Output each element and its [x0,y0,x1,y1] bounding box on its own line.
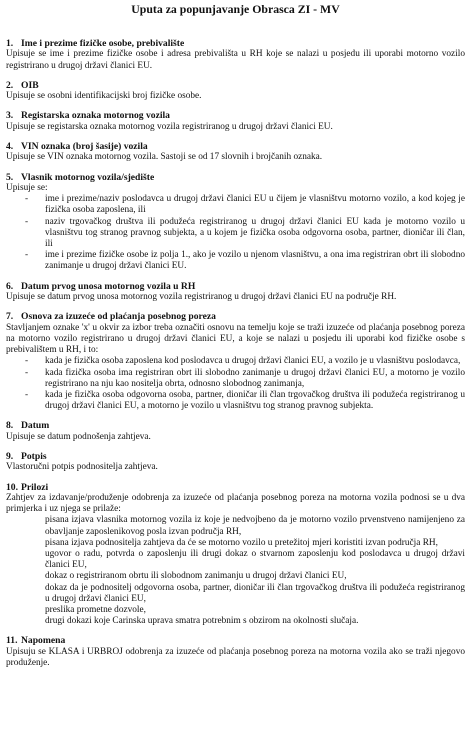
section-number: 10. [6,481,18,493]
section-heading-text: Datum [21,420,50,432]
dash-list-item [25,217,465,251]
section-number: 5. [6,171,14,183]
section-number: 8. [6,420,14,432]
dash-marker: - [25,250,29,261]
section-text: Zahtjev za izdavanje/produženje odobrenja za izuzeće od plaćanja posebnog poreza na motorna vozila podnosi se u dva primjerka i uz njega se prilaže: [6,492,465,515]
section-text: Upisuje se osobni identifikacijski broj fizičke osobe. [6,91,202,102]
attachments-list-item: preslika prometne dozvole, [45,604,146,615]
section-heading-text: Ime i prezime fizičke osobe, prebivalište [21,38,185,49]
section-heading [6,281,465,292]
section-text: Vlastoručni potpis podnositelja zahtjeva. [6,462,158,473]
section-heading-text: Osnova za izuzeće od plaćanja posebnog poreza [21,311,216,323]
section-number: 1. [6,38,14,49]
dash-list [6,194,465,272]
section-text: Upisuje se registarska oznaka motornog vozila registriranog u drugoj državi članici EU. [6,121,333,132]
dash-list-item [25,250,465,272]
dash-list-item [25,356,465,367]
section-text: Upisuje se ime i prezime fizičke osobe i adresa prebivališta u RH koje se nalazi u posjedu ili uporabi motorno vozilo registrirano u drugoj državi članici EU. [6,49,465,71]
section-heading [6,172,465,183]
section-5 [6,172,465,273]
section-heading-text: Registarska oznaka motornog vozila [21,110,170,122]
dash-list-item [25,194,465,216]
dash-list-item-text: ime i prezime fizičke osobe iz polja 1., ako je vozilo u njenom vlasništvu, a ona ima registriran obrt ili slobodno zanimanje u drugoj državi članici EU. [45,250,465,272]
dash-list [6,356,465,412]
attachments-list [6,515,465,627]
section-1 [6,38,465,72]
section-heading-text: Napomena [21,635,66,647]
section-7 [6,311,465,412]
attachments-list-item: pisana izjava podnositelja zahtjeva da će se motorno vozilo u pretežitoj mjeri koristiti izvan područja RH, [45,537,438,548]
section-3 [6,110,465,133]
section-number: 3. [6,110,14,122]
attachments-list-item: dokaz o registriranom obrtu ili slobodnom zanimanju u drugoj državi članici EU, [45,571,347,582]
dash-list-item [25,368,465,390]
dash-marker: - [25,216,29,227]
attachments-list-item: pisana izjava vlasnika motornog vozila iz koje je nedvojbeno da je motorno vozilo prvenstveno namijenjeno za obavljanje zaposlenikovog posla izvan područja RH, [45,515,465,537]
attachments-list-item: dokaz da je podnositelj odgovorna osoba, partner, dioničar ili član trgovačkog društva ili podužeća registriranog u drugoj državi članici EU, [45,582,465,604]
section-6 [6,281,465,304]
section-11 [6,635,465,669]
section-number: 4. [6,141,14,153]
document-title: Uputa za popunjavanje Obrasca ZI - MV [131,2,340,16]
section-heading-text: Vlasnik motornog vozila/sjedište [21,171,155,183]
dash-list-item-text: kada je fizička osoba zaposlena kod poslodavca u drugoj državi članici EU, a vozilo je u vlasništvu poslodavca, [45,356,461,367]
dash-marker: - [25,367,29,378]
sections-container [6,38,465,669]
section-heading-text: Datum prvog unosa motornog vozila u RH [21,280,196,292]
section-heading [6,311,465,322]
section-8 [6,420,465,443]
section-number: 9. [6,450,14,462]
section-text: Upisuje se datum prvog unosa motornog vozila registriranog u drugoj državi članici EU na područje RH. [6,292,397,303]
section-heading-text: VIN oznaka (broj šasije) vozila [21,141,148,153]
section-text: Stavljanjem oznake 'x' u okvir za izbor treba označiti osnovu na temelju koje se traži izuzeće od plaćanja posebnog poreza na motorno vozilo registrirano u drugoj državi članici EU, a koje se nalazi u posjedu ili uporabi kod fizičke osobe s prebivalištem u RH, i to: [6,322,465,356]
section-heading [6,451,465,462]
section-number: 11. [6,635,18,647]
section-heading [6,80,465,91]
section-heading [6,420,465,431]
dash-list-item [25,390,465,412]
section-heading [6,141,465,152]
section-text: Upisuje se: [6,183,48,194]
section-number: 6. [6,280,14,292]
section-text: Upisuje se VIN oznaka motornog vozila. Sastoji se od 17 slovnih i brojčanih oznaka. [6,152,323,163]
section-heading [6,38,465,49]
attachments-list-item: ugovor o radu, potvrda o zaposlenju ili drugi dokaz o stvarnom zaposlenju kod poslodavca u drugoj državi članici EU, [45,548,465,571]
section-text: Upisuju se KLASA i URBROJ odobrenja za izuzeće od plaćanja posebnog poreza na motorna vozila ako se traži njegovo produženje. [6,646,465,668]
section-heading-text: Prilozi [21,481,49,493]
dash-marker: - [25,194,29,205]
section-number: 7. [6,311,14,323]
section-2 [6,80,465,103]
section-10 [6,482,465,628]
section-heading-text: OIB [21,79,39,91]
section-heading-text: Potpis [21,450,47,462]
section-text: Upisuje se datum podnošenja zahtjeva. [6,431,151,442]
section-9 [6,451,465,474]
section-heading [6,110,465,121]
dash-list-item-text: naziv trgovačkog društva ili podužeća registriranog u drugoj državi članici EU kada je motorno vozilo u vlasništvu tog stranog pravnog subjekta, a u kojem je fizička osoba odgovorna osoba, partner, dioničar ili član, ili [45,216,465,250]
dash-list-item-text: kada je fizička osoba odgovorna osoba, partner, dioničar ili član trgovačkog društva ili podužeća registriranog u drugoj državi članici EU, a motorno je vozilo u vlasništvu tog stranog pravnog subjekta. [45,389,465,412]
dash-list-item-text: ime i prezime/naziv poslodavca u drugoj državi članici EU u čijem je vlasništvu motorno vozilo, a kod kojeg je fizička osoba zaposlena, ili [45,194,465,216]
dash-marker: - [25,356,29,367]
attachments-list-item: drugi dokazi koje Carinska uprava smatra potrebnim s obzirom na okolnosti slučaja. [45,616,359,627]
section-heading [6,482,465,493]
dash-list-item-text: kada fizička osoba ima registriran obrt ili slobodno zanimanje u drugoj državi članici EU, a motorno je vozilo registrirano na nju kao nositelja obrta, odnosno slobodnog zanimanja, [45,367,465,389]
section-number: 2. [6,79,14,91]
section-4 [6,141,465,164]
dash-marker: - [25,389,29,400]
section-heading [6,635,465,646]
